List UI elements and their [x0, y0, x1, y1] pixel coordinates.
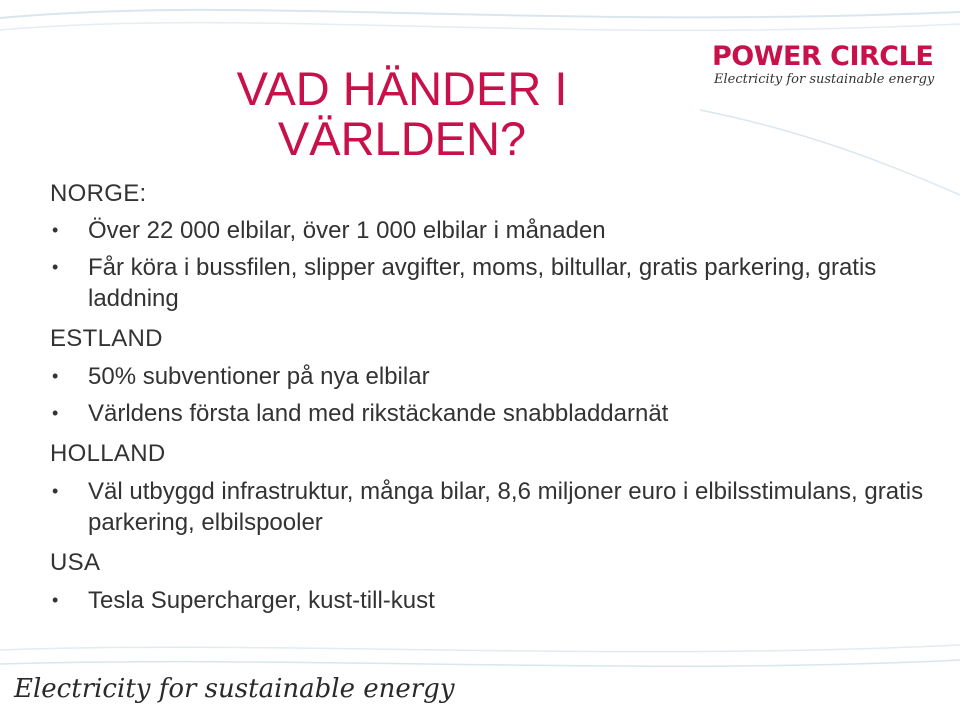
bullet-item: • Får köra i bussfilen, slipper avgifter, moms, biltullar, gratis parkering, gratis laddning: [50, 252, 930, 314]
bullet-item: • Världens första land med rikstäckande snabbladdarnät: [50, 398, 930, 429]
bullet-item: • Tesla Supercharger, kust-till-kust: [50, 585, 930, 616]
bullet-item: • 50% subventioner på nya elbilar: [50, 361, 930, 392]
bullet-list: [50, 585, 930, 616]
bullet-list: [50, 476, 930, 538]
slide-title: VAD HÄNDER I VÄRLDEN?: [236, 62, 568, 165]
footer-tagline: Electricity for sustainable energy: [14, 674, 455, 704]
logo-title: POWER CIRCLE: [712, 41, 934, 72]
section-heading: HOLLAND: [50, 440, 166, 467]
section-estland: [50, 320, 930, 429]
section-heading: ESTLAND: [50, 325, 163, 352]
section-norge: [50, 176, 930, 314]
power-circle-logo: [712, 42, 952, 88]
logo-tagline: Electricity for sustainable energy: [714, 72, 935, 87]
section-holland: [50, 435, 930, 538]
bullet-list: [50, 361, 930, 429]
bullet-item: • Väl utbyggd infrastruktur, många bilar, 8,6 miljoner euro i elbilsstimulans, gratis parkering, elbilspooler: [50, 476, 930, 538]
bullet-item: • Över 22 000 elbilar, över 1 000 elbilar i månaden: [50, 215, 930, 246]
section-heading: NORGE:: [50, 180, 147, 207]
bullet-list: [50, 215, 930, 314]
section-usa: [50, 544, 930, 616]
section-heading: USA: [50, 549, 101, 576]
slide-content: [50, 176, 930, 622]
